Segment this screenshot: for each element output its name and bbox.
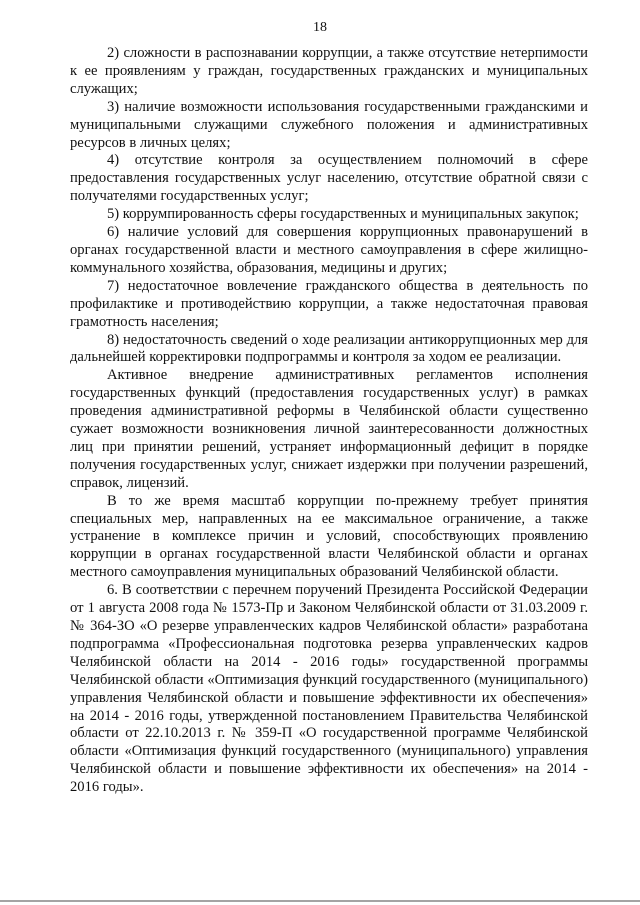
- paragraph-corruption-scale: В то же время масштаб коррупции по-прежнему требует принятия специальных мер, направленных на ее максимальное ограничение, а также устранение в комплексе причин и условий, способствующих проявлению коррупции в органах государственной власти Челябинской области и органах местного самоуправления муниципальных образований Челябинской области.: [70, 492, 588, 581]
- page-number: 18: [313, 20, 327, 35]
- paragraph-item-6: 6) наличие условий для совершения коррупционных правонарушений в органах государственной власти и местного самоуправления в сфере жилищно-коммунального хозяйства, образования, медицины и других;: [70, 224, 588, 276]
- paragraph-administrative-regulations: Активное внедрение административных регламентов исполнения государственных функций (предоставления государственных услуг) в рамках проведения административной реформы в Челябинской области существенно сужает возможности возникновения личной заинтересованности должностных лиц при принятии решений, устраняет информационный дефицит в порядке получения государственных услуг, снижает издержки при получении разрешений, справок, лицензий.: [70, 367, 588, 491]
- paragraph-item-8: 8) недостаточность сведений о ходе реализации антикоррупционных мер для дальнейшей корректировки подпрограммы и контроля за ходом ее реализации.: [70, 331, 588, 366]
- document-body: [70, 45, 588, 797]
- paragraph-item-4: 4) отсутствие контроля за осуществлением полномочий в сфере предоставления государственных услуг населению, отсутствие обратной связи с получателями государственных услуг;: [70, 152, 588, 205]
- paragraph-item-3: 3) наличие возможности использования государственными гражданскими и муниципальными служащими служебного положения и административных ресурсов в личных целях;: [70, 98, 588, 151]
- paragraph-section-6: 6. В соответствии с перечнем поручений Президента Российской Федерации от 1 августа 2008 года № 1573-Пр и Законом Челябинской области от 31.03.2009 г. № 364-ЗО «О резерве управленческих кадров Челябинской области» разработана подпрограмма «Профессиональная подготовка резерва управленческих кадров Челябинской области на 2014 - 2016 годы» государственной программы Челябинской области «Оптимизация функций государственного (муниципального) управления Челябинской области и повышение эффективности их обеспечения» на 2014 - 2016 годы, утвержденной постановлением Правительства Челябинской области от 22.10.2013 г. № 359-П «О государственной программе Челябинской области «Оптимизация функций государственного (муниципального) управления Челябинской области и повышение эффективности их обеспечения» на 2014 - 2016 годы».: [70, 582, 588, 796]
- paragraph-item-2: 2) сложности в распознавании коррупции, а также отсутствие нетерпимости к ее проявлениям у граждан, государственных гражданских и муниципальных служащих;: [70, 45, 588, 97]
- scan-bottom-edge: [0, 900, 640, 902]
- paragraph-item-5: 5) коррумпированность сферы государственных и муниципальных закупок;: [107, 206, 579, 223]
- paragraph-item-7: 7) недостаточное вовлечение гражданского общества в деятельность по профилактике и противодействию коррупции, а также недостаточная правовая грамотность населения;: [70, 277, 588, 330]
